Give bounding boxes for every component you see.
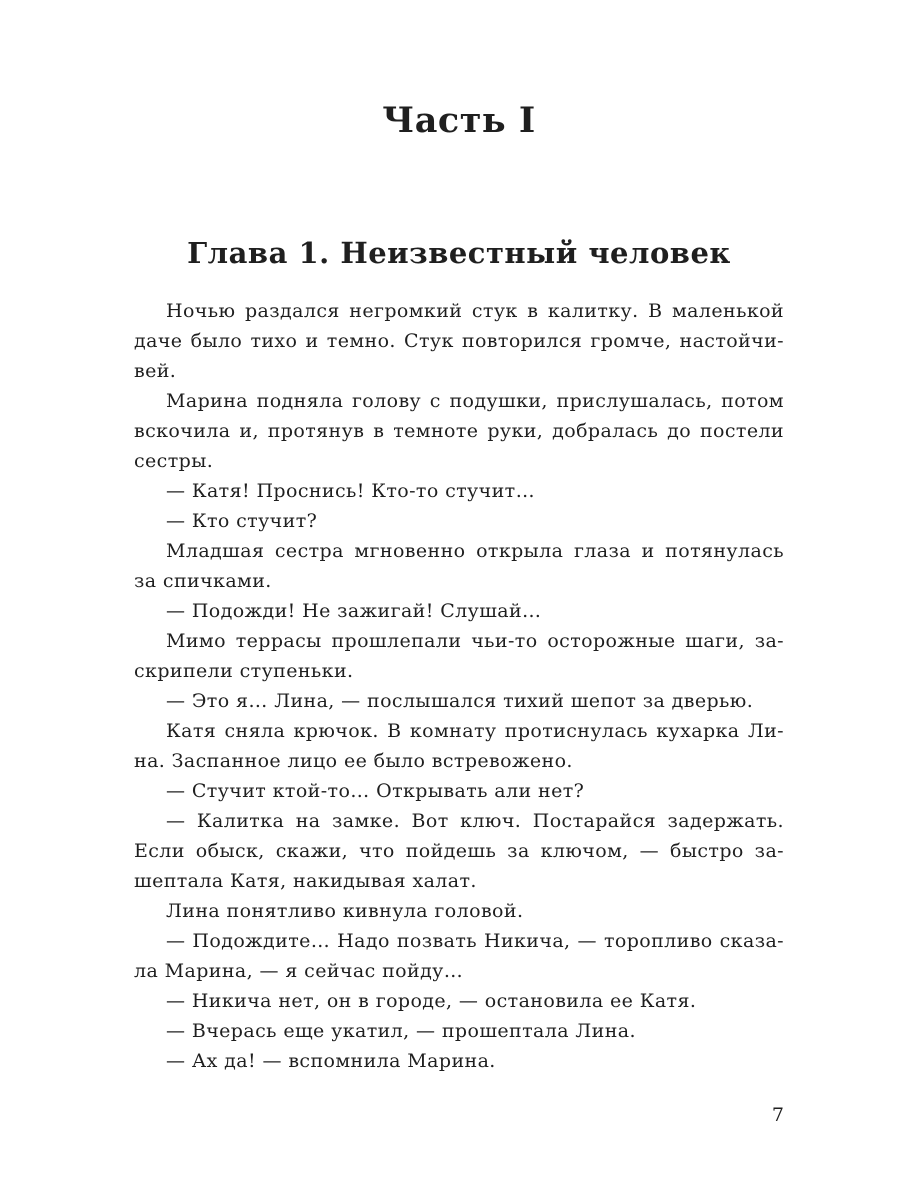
text-line: шептала Катя, накидывая халат. [134, 870, 477, 892]
text-line: — Калитка на замке. Вот ключ. Постарайся задержать. [166, 810, 784, 832]
text-line: ла Марина, — я сейчас пойду… [134, 960, 464, 982]
page-number: 7 [771, 1104, 784, 1126]
text-line: Ночью раздался негромкий стук в калитку. В маленькой [166, 300, 784, 322]
text-line: — Кто стучит? [166, 510, 318, 532]
text-line: на. Заспанное лицо ее было встревожено. [134, 750, 573, 772]
text-line: Младшая сестра мгновенно открыла глаза и потянулась [166, 540, 784, 562]
text-line: Марина подняла голову с подушки, прислушалась, потом [166, 390, 784, 412]
text-line: Мимо террасы прошлепали чьи-то осторожные шаги, за- [166, 630, 784, 652]
text-line: вскочила и, протянув в темноте руки, добралась до постели [134, 420, 784, 442]
text-line: за спичками. [134, 570, 272, 592]
text-line: — Ах да! — вспомнила Марина. [166, 1050, 496, 1072]
chapter-title: Глава 1. Неизвестный человек [187, 236, 731, 270]
part-title: Часть I [382, 100, 536, 141]
text-line: даче было тихо и темно. Стук повторился громче, настойчи- [134, 330, 784, 352]
chapter-body-text [134, 296, 784, 1076]
text-line: Лина понятливо кивнула головой. [166, 900, 524, 922]
text-line: — Подожди! Не зажигай! Слушай… [166, 600, 542, 622]
text-line: Если обыск, скажи, что пойдешь за ключом, — быстро за- [134, 840, 784, 862]
text-line: Катя сняла крючок. В комнату протиснулась кухарка Ли- [166, 720, 784, 742]
text-line: — Это я… Лина, — послышался тихий шепот за дверью. [166, 690, 754, 712]
text-line: скрипели ступеньки. [134, 660, 354, 682]
text-line: — Стучит ктой-то… Открывать али нет? [166, 780, 585, 802]
text-line: — Катя! Проснись! Кто-то стучит… [166, 480, 535, 502]
text-line: — Вчерась еще укатил, — прошептала Лина. [166, 1020, 636, 1042]
text-line: сестры. [134, 450, 214, 472]
text-line: — Подождите… Надо позвать Никича, — торопливо сказа- [166, 930, 784, 952]
text-line: — Никича нет, он в городе, — остановила ее Катя. [166, 990, 697, 1012]
text-line: вей. [134, 360, 177, 382]
